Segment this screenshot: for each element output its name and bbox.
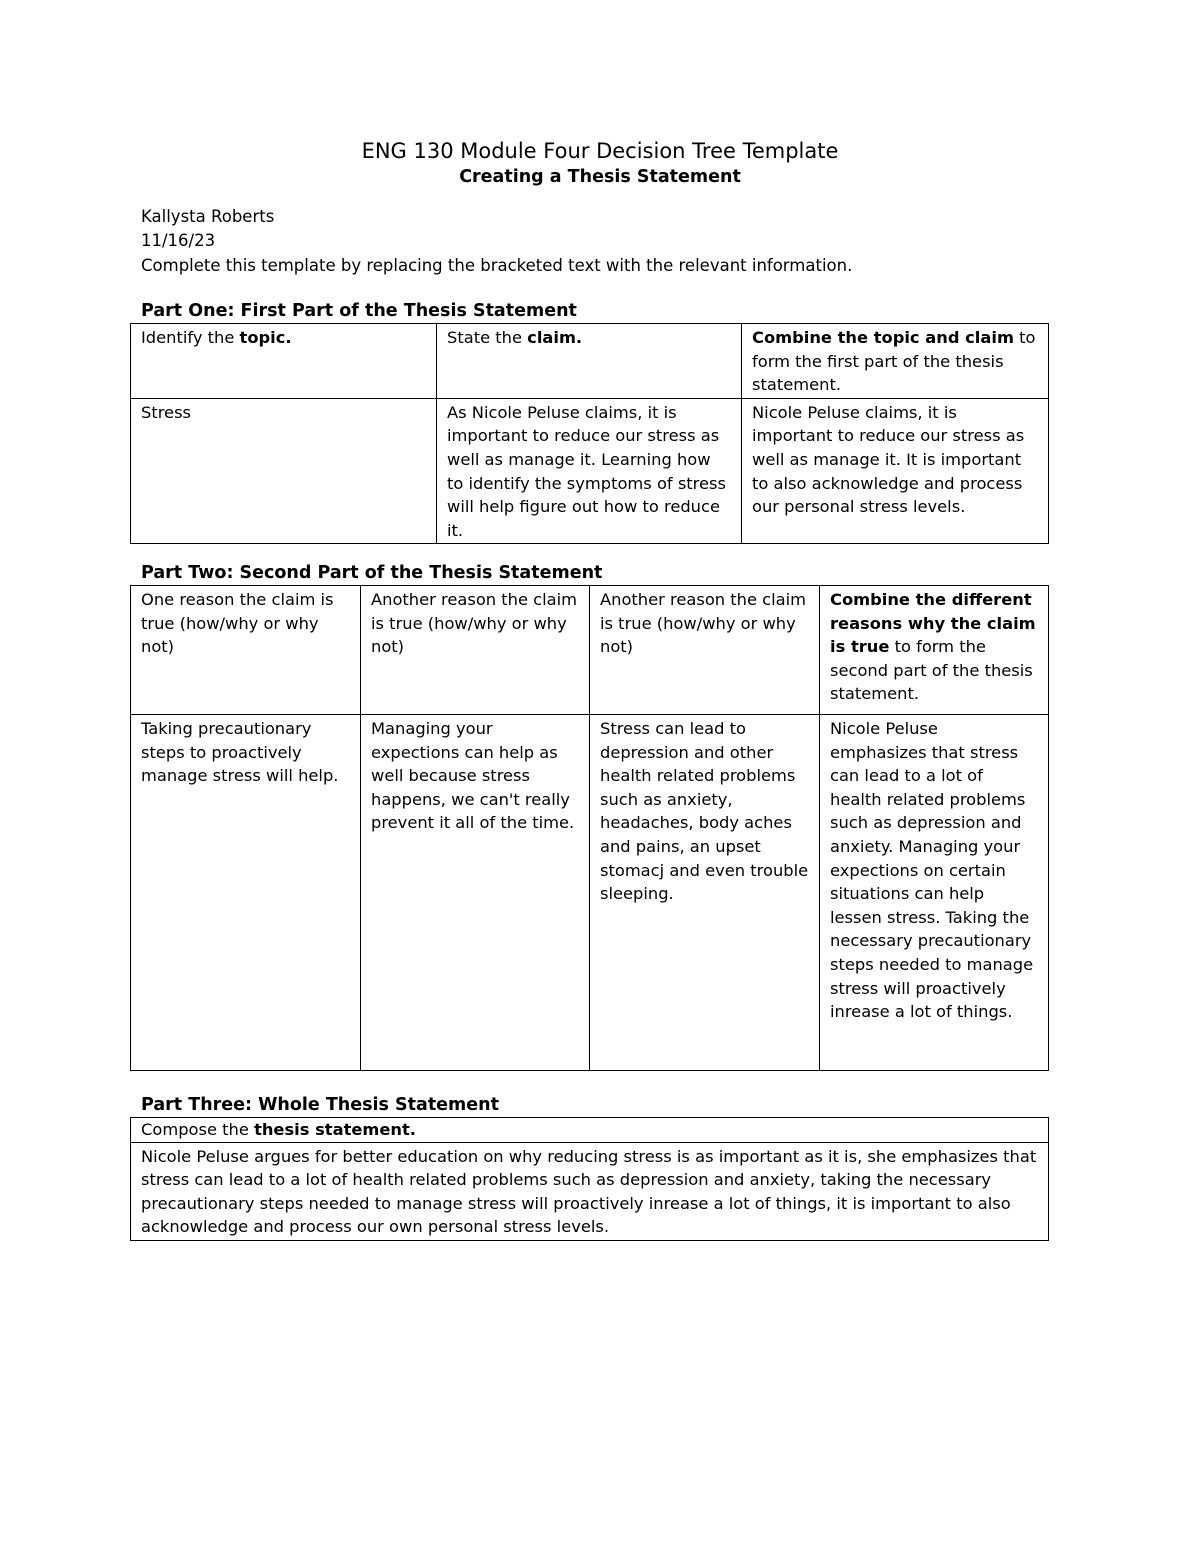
part-one-heading: Part One: First Part of the Thesis Statement (141, 301, 577, 321)
claim-header-bold: claim. (527, 328, 583, 347)
claim-header-cell (437, 324, 742, 399)
topic-header-cell (131, 324, 437, 399)
instructions-text: Complete this template by replacing the bracketed text with the relevant information. (141, 256, 853, 275)
topic-header-bold: topic. (239, 328, 292, 347)
table-row (131, 715, 1049, 1071)
part-three-table (130, 1117, 1049, 1241)
thesis-header-prefix: Compose the (141, 1120, 255, 1139)
thesis-header-cell (131, 1118, 1049, 1143)
part-one-table (130, 323, 1049, 544)
table-row (131, 398, 1049, 544)
table-header-row (131, 586, 1049, 715)
reason3-header-cell: Another reason the claim is true (how/why or why not) (590, 586, 820, 715)
combine-reasons-suffix: to form the second part of the thesis statement. (830, 637, 1033, 704)
table-header-row (131, 324, 1049, 399)
combined-cell: Nicole Peluse claims, it is important to reduce our stress as well as manage it. It is important to also acknowledge and process our personal stress levels. (742, 398, 1049, 544)
part-two-heading: Part Two: Second Part of the Thesis Statement (141, 563, 603, 583)
table-row (131, 1142, 1049, 1240)
reason3-cell: Stress can lead to depression and other health related problems such as anxiety, headaches, body aches and pains, an upset stomacj and even trouble sleeping. (590, 715, 820, 1071)
thesis-header-bold: thesis statement. (254, 1120, 416, 1139)
table-header-row (131, 1118, 1049, 1143)
document-date: 11/16/23 (141, 231, 216, 250)
combine-header-cell (742, 324, 1049, 399)
claim-cell: As Nicole Peluse claims, it is important to reduce our stress as well as manage it. Learning how to identify the symptoms of stress will help figure out how to reduce it. (437, 398, 742, 544)
reason1-header-cell: One reason the claim is true (how/why or why not) (131, 586, 361, 715)
document-title: ENG 130 Module Four Decision Tree Template (361, 139, 839, 163)
author-name: Kallysta Roberts (141, 207, 275, 226)
reason1-cell: Taking precautionary steps to proactively manage stress will help. (131, 715, 361, 1071)
reason2-cell: Managing your expections can help as well because stress happens, we can't really prevent it all of the time. (361, 715, 590, 1071)
document-subtitle: Creating a Thesis Statement (459, 167, 741, 187)
combine-header-suffix: to form the first part of the thesis statement. (752, 328, 1036, 395)
topic-cell: Stress (131, 398, 437, 544)
combine-reasons-bold: Combine the different reasons why the claim is true (830, 590, 1036, 657)
combine-reasons-header-cell (820, 586, 1049, 715)
topic-header-prefix: Identify the (141, 328, 240, 347)
reason2-header-cell: Another reason the claim is true (how/why or why not) (361, 586, 590, 715)
part-three-heading: Part Three: Whole Thesis Statement (141, 1095, 499, 1115)
combined-reasons-cell: Nicole Peluse emphasizes that stress can lead to a lot of health related problems such as depression and anxiety. Managing your expections on certain situations can help lessen stress. Taking the necessary precautionary steps needed to manage stress will proactively inrease a lot of things. (820, 715, 1049, 1071)
part-two-table (130, 585, 1049, 1071)
claim-header-prefix: State the (447, 328, 528, 347)
combine-header-bold: Combine the topic and claim (752, 328, 1014, 347)
thesis-statement-cell: Nicole Peluse argues for better education on why reducing stress is as important as it is, she emphasizes that stress can lead to a lot of health related problems such as depression and anxiety, taking the necessary precautionary steps needed to manage stress will proactively inrease a lot of things, it is important to also acknowledge and process our own personal stress levels. (131, 1142, 1049, 1240)
